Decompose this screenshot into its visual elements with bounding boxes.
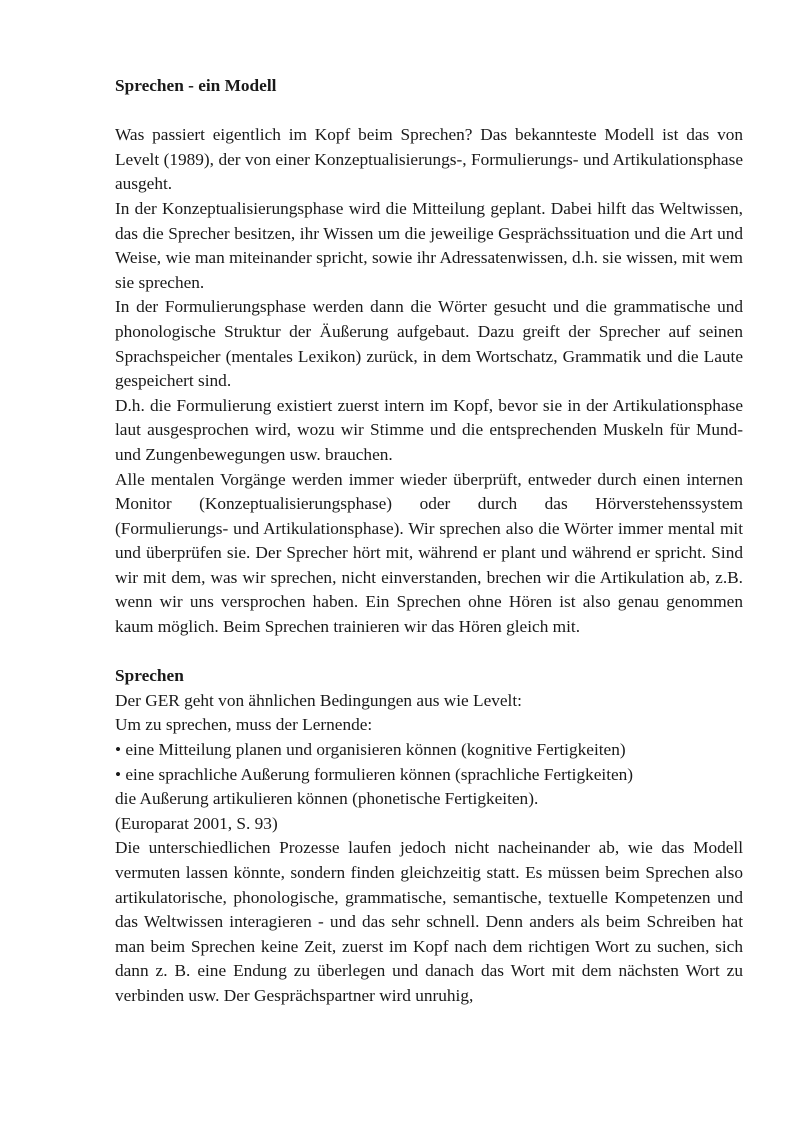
document-page [115, 74, 743, 1009]
line-ger-intro: Der GER geht von ähnlichen Bedingungen aus wie Levelt: [115, 690, 522, 710]
section-heading-speaking: Sprechen [115, 666, 184, 686]
section-heading-model: Sprechen - ein Modell [115, 76, 277, 95]
bullet-item-planning: • eine Mitteilung planen und organisieren können (kognitive Fertigkeiten) [115, 740, 626, 760]
line-learner: Um zu sprechen, muss der Lernende: [115, 715, 373, 735]
paragraph-formulation: In der Formulierungsphase werden dann die Wörter gesucht und die grammatische und phonologische Struktur der Äußerung aufgebaut. Dazu greift der Sprecher auf seinen Sprachspeicher (mentales Lexikon) zurück, in dem Wortschatz, Grammatik und die Laute gespeichert sind. [115, 297, 743, 391]
paragraph-monitoring: Alle mentalen Vorgänge werden immer wieder überprüft, entweder durch einen internen Monitor (Konzeptualisierungsphase) oder durch das Hörverstehenssystem (Formulierungs- und Artikulationsphase). Wir sprechen also die Wörter immer mental mit und überprüfen sie. Der Sprecher hört mit, während er plant und während er spricht. Sind wir mit dem, was wir sprechen, nicht einverstanden, brechen wir die Artikulation ab, z.B. wenn wir uns versprochen haben. Ein Sprechen ohne Hören ist also genau genommen kaum möglich. Beim Sprechen trainieren wir das Hören gleich mit. [115, 469, 743, 637]
paragraph-conceptualization: In der Konzeptualisierungsphase wird die Mitteilung geplant. Dabei hilft das Weltwissen, das die Sprecher besitzen, ihr Wissen um die jeweilige Gesprächssituation und die Art und Weise, wie man miteinander spricht, sowie ihr Adressatenwissen, d.h. sie wissen, mit wem sie sprechen. [115, 198, 743, 292]
spacer [115, 99, 743, 124]
paragraph-simultaneous-processes: Die unterschiedlichen Prozesse laufen jedoch nicht nacheinander ab, wie das Modell vermuten lassen könnte, sondern finden gleichzeitig statt. Es müssen beim Sprechen also artikulatorische, phonologische, grammatische, semantische, textuelle Kompetenzen und das Weltwissen interagieren - und das sehr schnell. Denn anders als beim Schreiben hat man beim Sprechen keine Zeit, zuerst im Kopf nach dem richtigen Wort zu suchen, sich dann z. B. eine Endung zu überlegen und danach das Wort mit dem nächsten Wort zu verbinden usw. Der Gesprächspartner wird unruhig, [115, 838, 743, 1005]
paragraph-articulation: D.h. die Formulierung existiert zuerst intern im Kopf, bevor sie in der Artikulationsphase laut ausgesprochen wird, wozu wir Stimme und die entsprechenden Muskeln für Mund- und Zungenbewegungen usw. brauchen. [115, 395, 743, 464]
citation: (Europarat 2001, S. 93) [115, 813, 278, 833]
paragraph-levelt-intro: Was passiert eigentlich im Kopf beim Sprechen? Das bekannteste Modell ist das von Levelt (1989), der von einer Konzeptualisierungs-, Formulierungs- und Artikulationsphase ausgeht. [115, 125, 743, 194]
bullet-item-formulating: • eine sprachliche Außerung formulieren können (sprachliche Fertigkeiten) [115, 764, 634, 784]
spacer [115, 640, 743, 665]
line-articulating: die Außerung artikulieren können (phonetische Fertigkeiten). [115, 789, 539, 809]
